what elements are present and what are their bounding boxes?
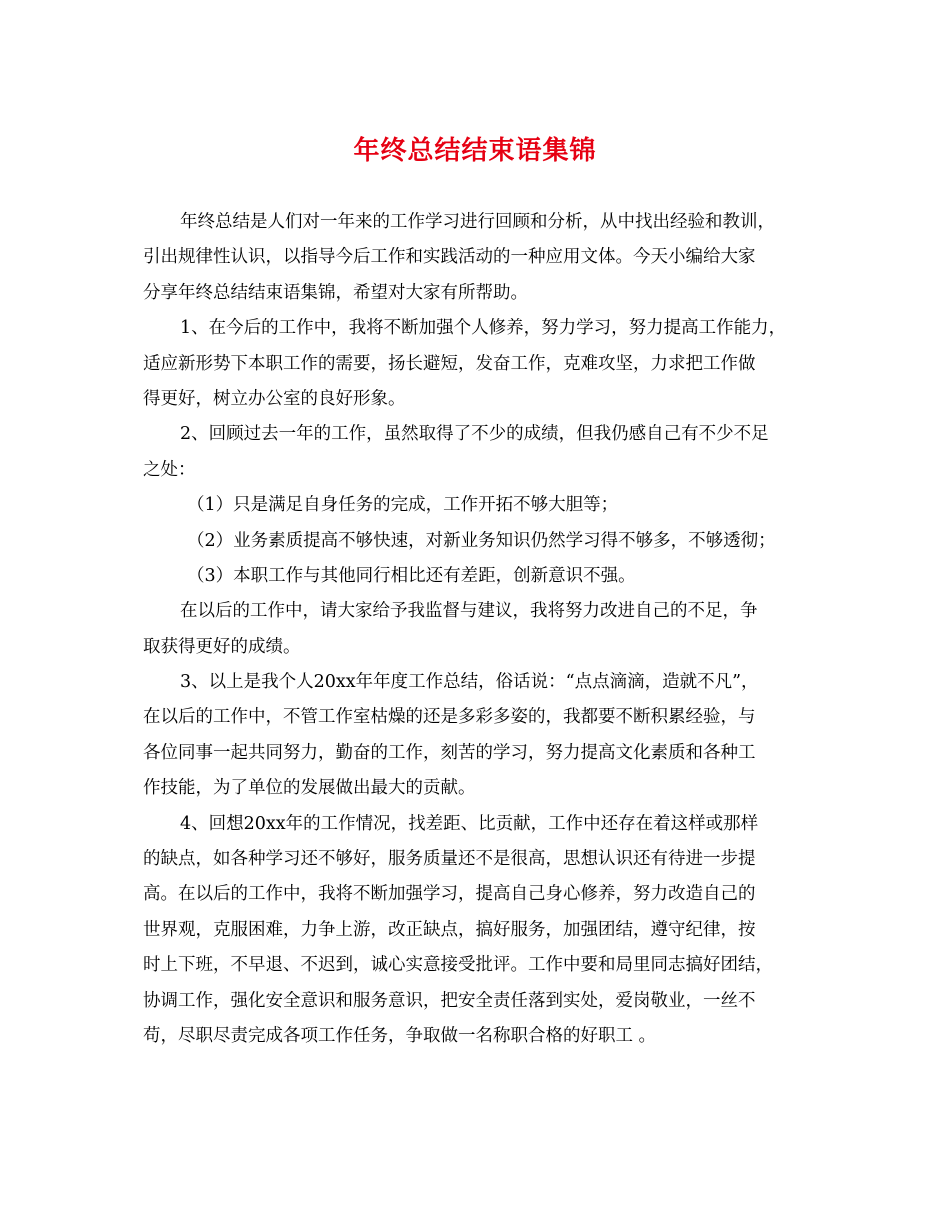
body-line: 取获得更好的成绩。: [143, 636, 301, 657]
body-line: （3）本职工作与其他同行相比还有差距，创新意识不强。: [187, 565, 636, 586]
body-line: （2）业务素质提高不够快速，对新业务知识仍然学习得不够多，不够透彻；: [187, 530, 776, 551]
body-line: 各位同事一起共同努力，勤奋的工作，刻苦的学习，努力提高文化素质和各种工: [143, 742, 756, 763]
body-line: 4、回想20xx年的工作情况，找差距、比贡献，工作中还存在着这样或那样: [180, 813, 759, 834]
body-line: 时上下班，不早退、不迟到，诚心实意接受批评。工作中要和局里同志搞好团结，: [143, 955, 773, 976]
body-line: 引出规律性认识，以指导今后工作和实践活动的一种应用文体。今天小编给大家: [143, 247, 756, 268]
body-line: （1）只是满足自身任务的完成，工作开拓不够大胆等；: [187, 495, 619, 516]
body-line: 世界观，克服困难，力争上游，改正缺点，搞好服务，加强团结，遵守纪律，按: [143, 919, 756, 940]
body-line: 之处：: [143, 459, 196, 480]
body-line: 2、回顾过去一年的工作，虽然取得了不少的成绩，但我仍感自己有不少不足: [180, 424, 769, 445]
body-line: 苟，尽职尽责完成各项工作任务，争取做一名称职合格的好职工 。: [143, 1025, 657, 1046]
body-line: 在以后的工作中，请大家给予我监督与建议，我将努力改进自己的不足，争: [180, 601, 758, 622]
body-line: 高。在以后的工作中，我将不断加强学习，提高自己身心修养，努力改造自己的: [143, 884, 756, 905]
body-line: 得更好，树立办公室的良好形象。: [143, 388, 406, 409]
body-line: 适应新形势下本职工作的需要，扬长避短，发奋工作，克难攻坚，力求把工作做: [143, 353, 756, 374]
body-line: 1、在今后的工作中，我将不断加强个人修养，努力学习，努力提高工作能力，: [180, 318, 787, 339]
document-title: 年终总结结束语集锦: [353, 136, 597, 166]
body-line: 3、以上是我个人20xx年年度工作总结，俗话说：“点点滴滴，造就不凡”，: [180, 672, 759, 693]
body-line: 分享年终总结结束语集锦，希望对大家有所帮助。: [143, 282, 528, 303]
body-line: 作技能，为了单位的发展做出最大的贡献。: [143, 778, 476, 799]
document-body: [143, 205, 823, 1054]
body-line: 在以后的工作中，不管工作室枯燥的还是多彩多姿的，我都要不断积累经验，与: [143, 707, 756, 728]
body-line: 年终总结是人们对一年来的工作学习进行回顾和分析，从中找出经验和教训，: [180, 212, 775, 232]
body-line: 的缺点，如各种学习还不够好，服务质量还不是很高，思想认识还有待进一步提: [143, 849, 756, 870]
body-line: 协调工作，强化安全意识和服务意识，把安全责任落到实处，爱岗敬业，一丝不: [143, 990, 756, 1011]
